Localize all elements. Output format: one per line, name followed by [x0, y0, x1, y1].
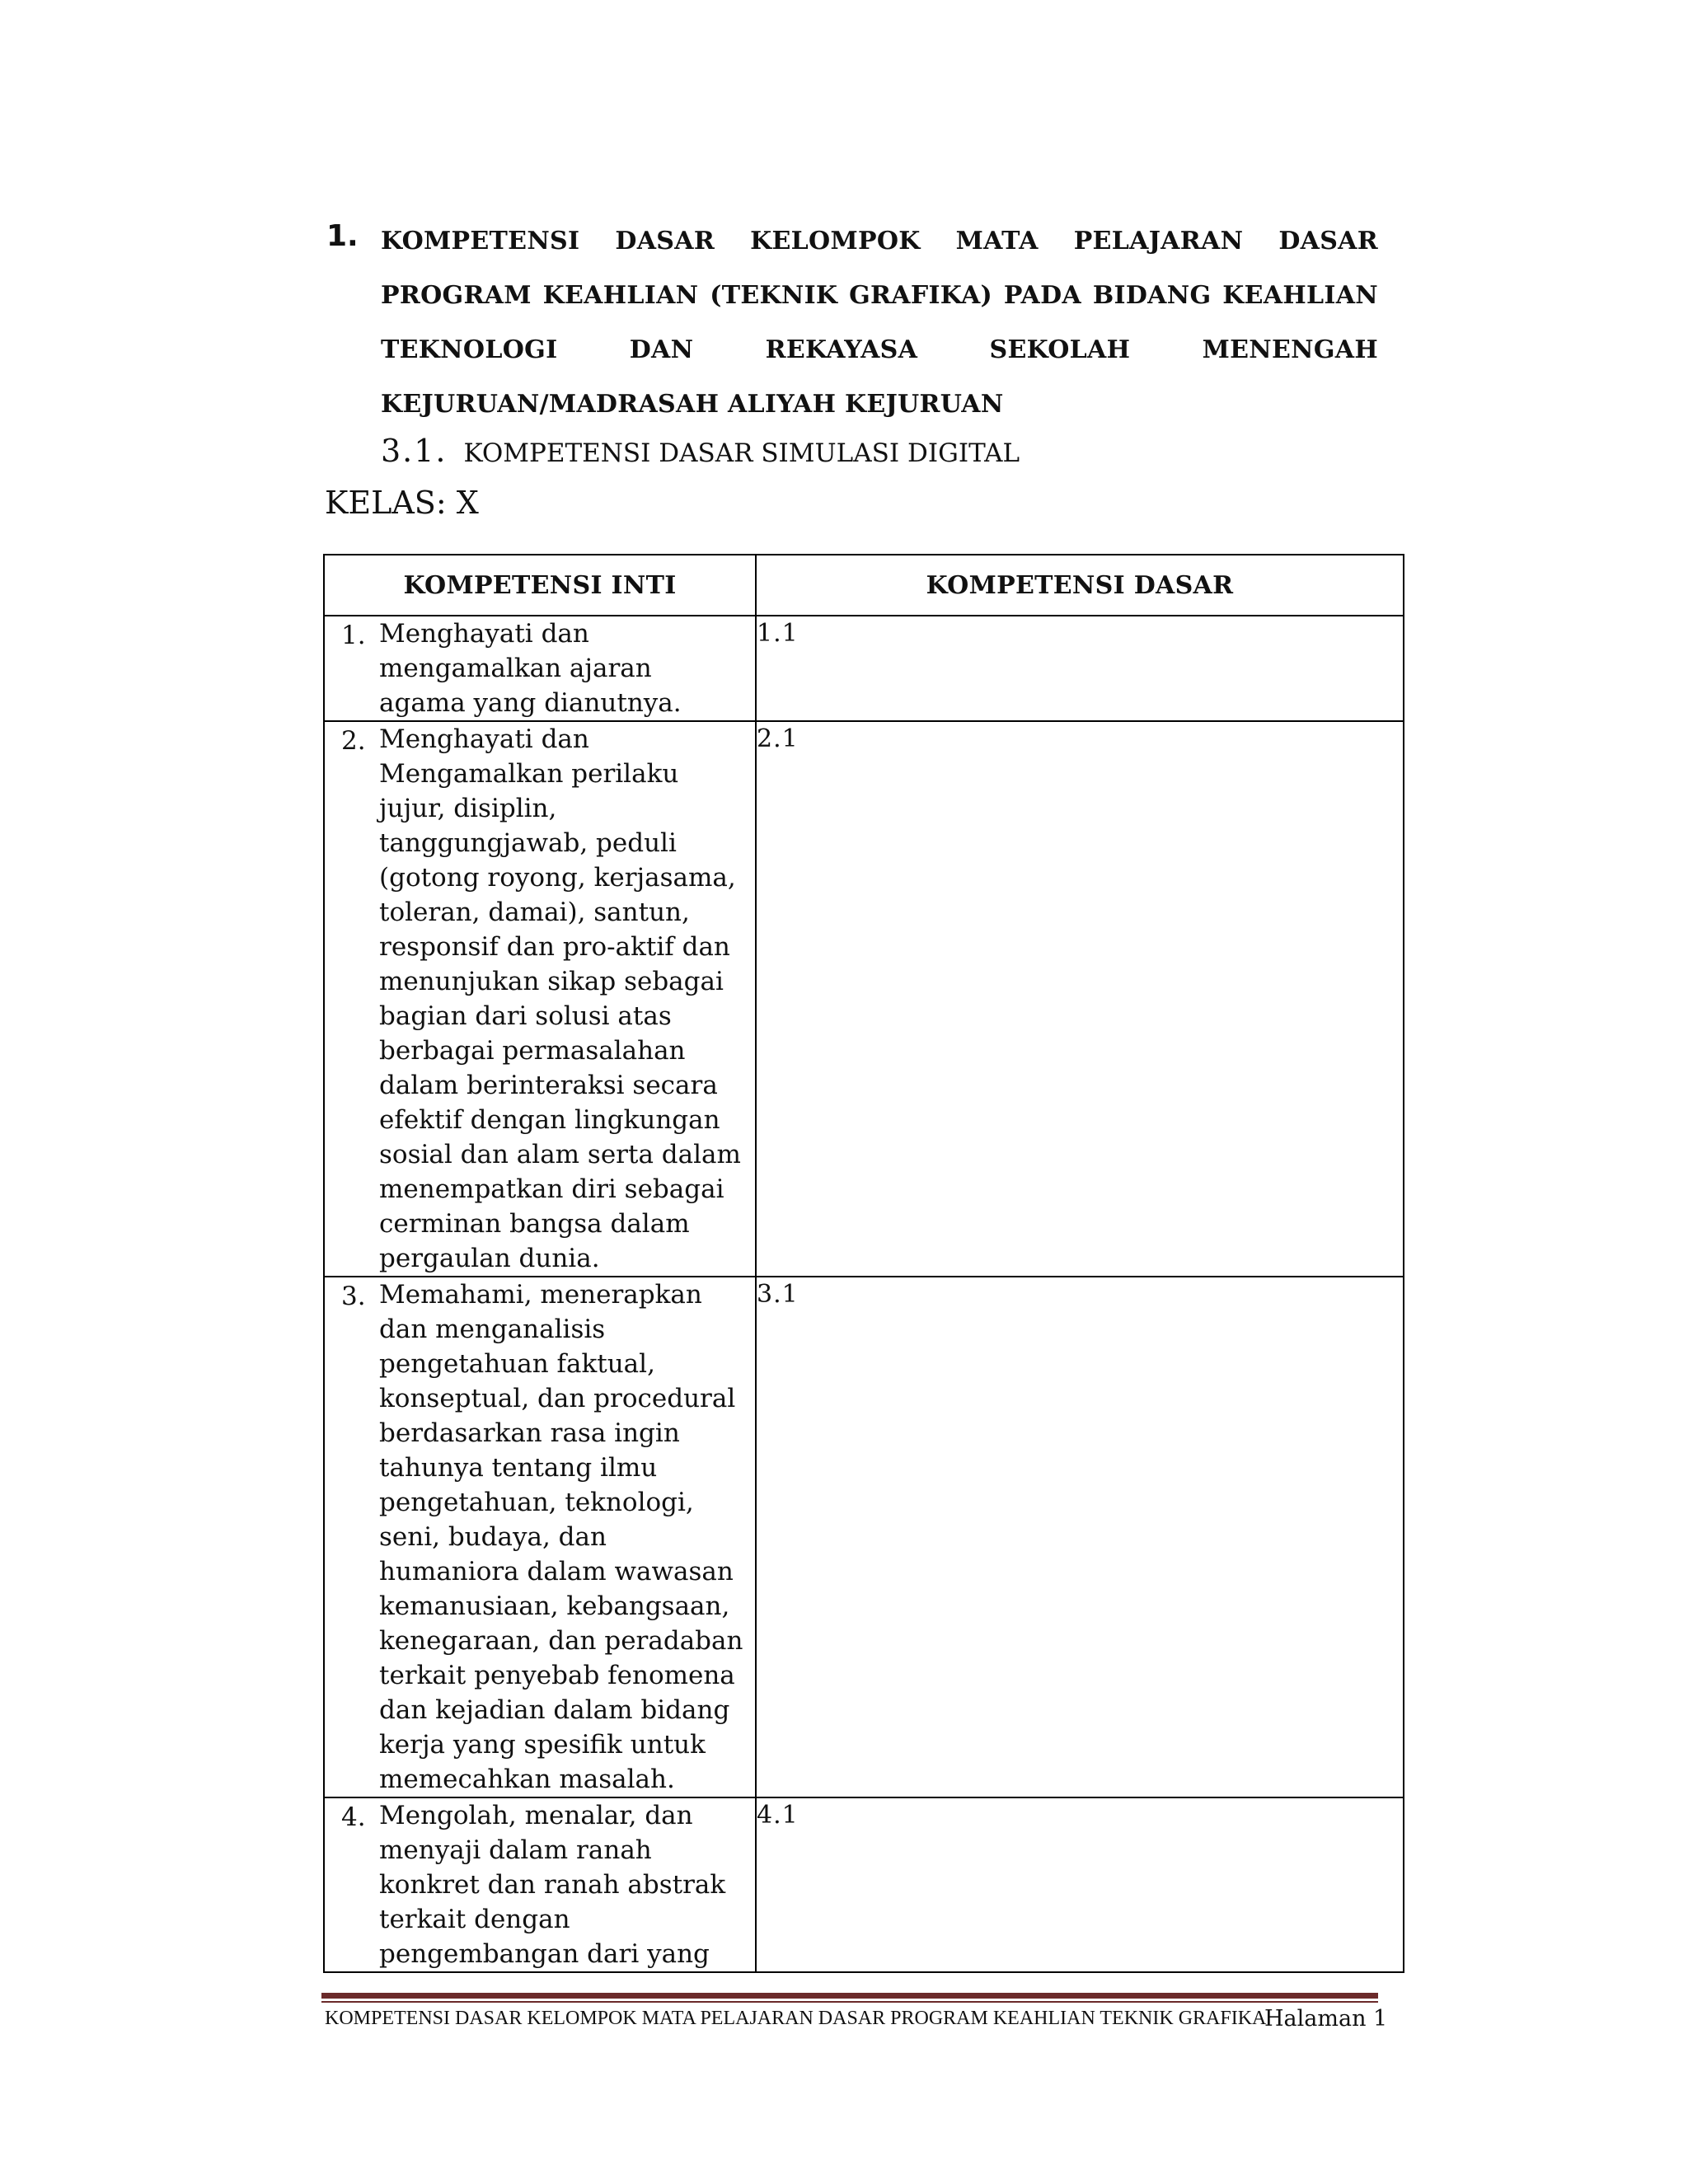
table-header-row: [324, 555, 1404, 616]
footer-divider: [321, 1993, 1378, 1999]
ki-cell: [324, 1797, 756, 1972]
competency-table: [323, 554, 1404, 1973]
footer-divider-thin: [321, 2001, 1378, 2003]
subsection-number: 3.1.: [381, 433, 448, 469]
ki-cell: [324, 1277, 756, 1797]
kd-cell: 2.1: [756, 721, 1404, 1277]
ki-number: 1.: [341, 621, 366, 650]
kd-cell: 1.1: [756, 616, 1404, 721]
header-kompetensi-dasar: KOMPETENSI DASAR: [756, 555, 1404, 616]
footer-title: KOMPETENSI DASAR KELOMPOK MATA PELAJARAN DASAR PROGRAM KEAHLIAN TEKNIK GRAFIKA: [325, 2008, 1267, 2029]
header-kompetensi-inti: KOMPETENSI INTI: [324, 555, 756, 616]
subsection-heading: [381, 433, 1020, 469]
ki-number: 3.: [341, 1282, 366, 1311]
kd-cell: 4.1: [756, 1797, 1404, 1972]
page-number: Halaman 1: [1264, 2006, 1388, 2032]
ki-text: Menghayati dan Mengamalkan perilaku jujur, disiplin, tanggungjawab, peduli (gotong royong, kerjasama, toleran, damai), santun, responsif dan pro-aktif dan menunjukan sikap sebagai bagian dari solusi atas berbagai permasalahan dalam berinteraksi secara efektif dengan lingkungan sosial dan alam serta dalam menempatkan diri sebagai cerminan bangsa dalam pergaulan dunia.: [379, 724, 741, 1273]
table-row: [324, 616, 1404, 721]
ki-cell: [324, 721, 756, 1277]
section-number: 1.: [326, 219, 359, 253]
ki-number: 2.: [341, 726, 366, 756]
ki-text: Mengolah, menalar, dan menyaji dalam ranah konkret dan ranah abstrak terkait dengan pengembangan dari yang: [379, 1801, 726, 1969]
class-label: KELAS: X: [325, 485, 479, 521]
table-row: [324, 1797, 1404, 1972]
ki-text: Memahami, menerapkan dan menganalisis pengetahuan faktual, konseptual, dan procedural berdasarkan rasa ingin tahunya tentang ilmu pengetahuan, teknologi, seni, budaya, dan humaniora dalam wawasan kemanusiaan, kebangsaan, kenegaraan, dan peradaban terkait penyebab fenomena dan kejadian dalam bidang kerja yang spesifik untuk memecahkan masalah.: [379, 1280, 743, 1794]
ki-cell: [324, 616, 756, 721]
kd-cell: 3.1: [756, 1277, 1404, 1797]
section-title: KOMPETENSI DASAR KELOMPOK MATA PELAJARAN DASAR PROGRAM KEAHLIAN (TEKNIK GRAFIKA) PADA BIDANG KEAHLIAN TEKNOLOGI DAN REKAYASA SEKOLAH MENENGAH KEJURUAN/MADRASAH ALIYAH KEJURUAN: [381, 227, 1378, 419]
table-row: [324, 1277, 1404, 1797]
ki-number: 4.: [341, 1802, 366, 1832]
table-row: [324, 721, 1404, 1277]
subsection-title: KOMPETENSI DASAR SIMULASI DIGITAL: [463, 438, 1020, 468]
ki-text: Menghayati dan mengamalkan ajaran agama yang dianutnya.: [379, 619, 682, 718]
